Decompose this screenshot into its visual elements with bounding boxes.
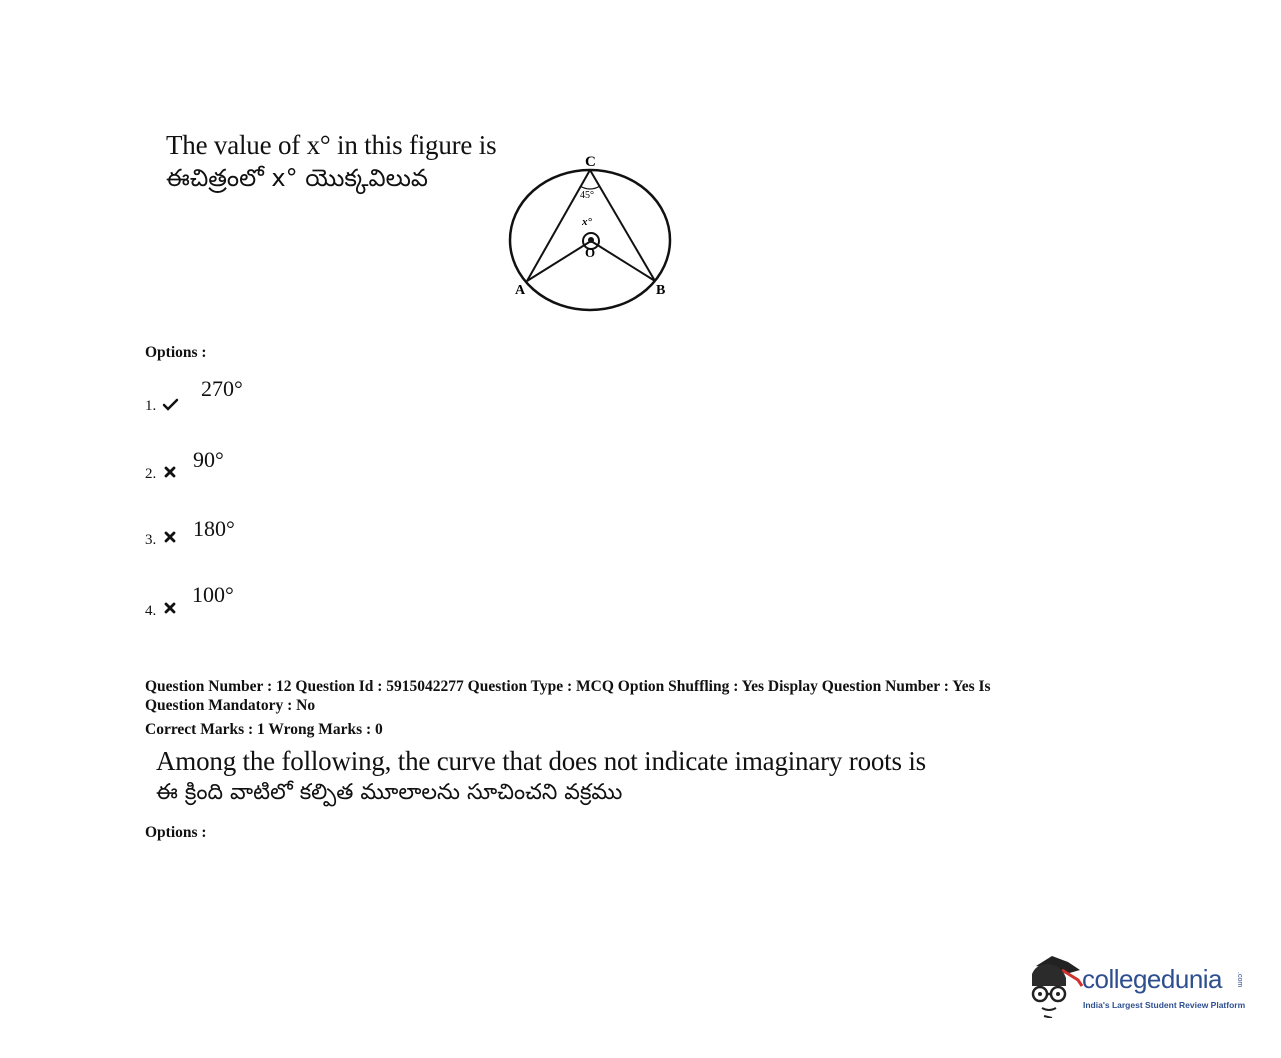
logo-suffix: .com bbox=[1236, 972, 1243, 988]
label-x: x° bbox=[582, 216, 592, 228]
logo-tagline: India's Largest Student Review Platform bbox=[1083, 1000, 1246, 1010]
cross-icon bbox=[164, 531, 176, 543]
collegedunia-logo bbox=[1020, 950, 1260, 1020]
question-11-text-en: The value of x° in this figure is bbox=[166, 130, 497, 160]
angle-arc-c bbox=[580, 186, 600, 189]
cross-icon bbox=[164, 602, 176, 614]
cross-icon bbox=[164, 466, 176, 478]
option-4-value: 100° bbox=[192, 582, 234, 607]
radius-oa bbox=[527, 241, 591, 281]
question-12-marks: Correct Marks : 1 Wrong Marks : 0 bbox=[145, 721, 383, 738]
question-12-options-heading: Options : bbox=[145, 824, 207, 841]
option-3-value: 180° bbox=[193, 516, 235, 541]
radius-ob bbox=[591, 241, 655, 281]
label-o: O bbox=[585, 245, 596, 260]
question-12-meta-line-2: Question Mandatory : No bbox=[145, 697, 316, 714]
option-1-number: 1. bbox=[145, 398, 157, 414]
label-b: B bbox=[656, 283, 666, 298]
question-12-text-te: ఈ క్రింది వాటిలో కల్పిత మూలాలను సూచించని వక్రము bbox=[156, 780, 623, 805]
option-4-number: 4. bbox=[145, 603, 157, 619]
question-12-meta-line-1: Question Number : 12 Question Id : 5915042277 Question Type : MCQ Option Shuffling : Yes Display Question Number : Yes Is bbox=[145, 678, 991, 695]
check-icon bbox=[162, 398, 179, 412]
option-1-value: 270° bbox=[201, 376, 243, 401]
center-point bbox=[588, 237, 594, 243]
option-2-number: 2. bbox=[145, 466, 157, 482]
question-11-text-te: ఈచిత్రంలో x° యొక్కవిలువ bbox=[166, 164, 428, 192]
options-heading: Options : bbox=[145, 344, 207, 361]
question-12-text-en: Among the following, the curve that does not indicate imaginary roots is bbox=[156, 746, 926, 776]
mascot-icon bbox=[1022, 952, 1084, 1018]
label-angle-45: 45° bbox=[580, 190, 594, 201]
label-a: A bbox=[515, 283, 526, 298]
option-3-number: 3. bbox=[145, 532, 157, 548]
label-c: C bbox=[585, 154, 596, 170]
circle-figure bbox=[500, 150, 685, 315]
option-2-value: 90° bbox=[193, 447, 224, 472]
logo-brand: collegedunia bbox=[1082, 964, 1223, 994]
